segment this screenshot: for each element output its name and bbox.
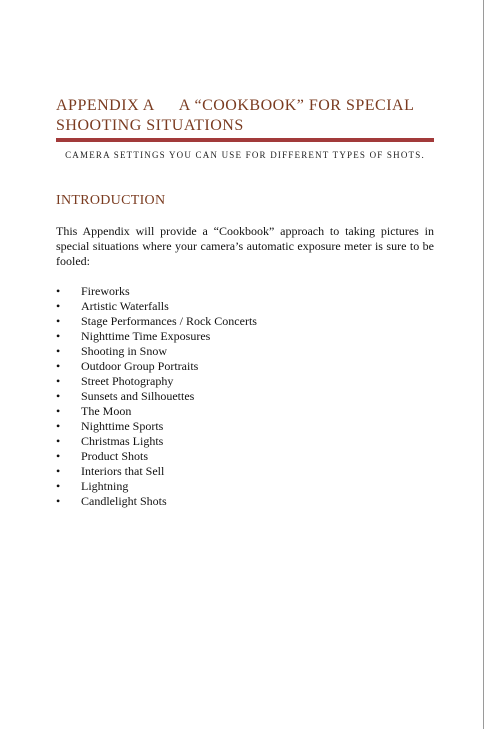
list-item xyxy=(56,284,434,299)
list-item-label: Product Shots xyxy=(81,449,149,463)
bullet-icon: • xyxy=(56,344,61,358)
bullet-icon: • xyxy=(56,329,61,343)
bullet-icon: • xyxy=(56,479,61,493)
list-item xyxy=(56,329,434,344)
chapter-subtitle: CAMERA SETTINGS YOU CAN USE FOR DIFFERENT TYPES OF SHOTS. xyxy=(65,150,425,160)
list-item-label: Interiors that Sell xyxy=(81,464,165,478)
list-item-label: Artistic Waterfalls xyxy=(81,299,169,313)
situation-list xyxy=(56,284,434,509)
list-item-label: Stage Performances / Rock Concerts xyxy=(81,314,257,328)
bullet-icon: • xyxy=(56,389,61,403)
list-item-label: Candlelight Shots xyxy=(81,494,167,508)
list-item xyxy=(56,479,434,494)
list-item xyxy=(56,299,434,314)
list-item xyxy=(56,464,434,479)
bullet-icon: • xyxy=(56,404,61,418)
list-item xyxy=(56,344,434,359)
chapter-title xyxy=(56,96,434,136)
intro-paragraph: This Appendix will provide a “Cookbook” approach to taking pictures in special situations where your camera’s automatic exposure meter is sure to be fooled: xyxy=(56,224,434,268)
list-item xyxy=(56,374,434,389)
bullet-icon: • xyxy=(56,359,61,373)
list-item xyxy=(56,389,434,404)
list-item-label: Shooting in Snow xyxy=(81,344,168,358)
chapter-label: APPENDIX A xyxy=(56,97,155,114)
list-item-label: Outdoor Group Portraits xyxy=(81,359,199,373)
list-item xyxy=(56,494,434,509)
list-item-label: Nighttime Time Exposures xyxy=(81,329,211,343)
bullet-icon: • xyxy=(56,464,61,478)
list-item-label: The Moon xyxy=(81,404,132,418)
list-item-label: Sunsets and Silhouettes xyxy=(81,389,195,403)
bullet-icon: • xyxy=(56,434,61,448)
list-item-label: Nighttime Sports xyxy=(81,419,164,433)
list-item xyxy=(56,434,434,449)
page-edge-line xyxy=(483,0,484,729)
bullet-icon: • xyxy=(56,299,61,313)
bullet-icon: • xyxy=(56,449,61,463)
bullet-icon: • xyxy=(56,284,61,298)
list-item-label: Street Photography xyxy=(81,374,174,388)
list-item xyxy=(56,449,434,464)
title-rule xyxy=(56,138,434,142)
bullet-icon: • xyxy=(56,494,61,508)
list-item-label: Fireworks xyxy=(81,284,130,298)
list-item xyxy=(56,359,434,374)
chapter-title-line1: A “COOKBOOK” FOR SPECIAL xyxy=(178,97,415,114)
list-item-label: Lightning xyxy=(81,479,129,493)
bullet-icon: • xyxy=(56,419,61,433)
list-item xyxy=(56,404,434,419)
bullet-icon: • xyxy=(56,374,61,388)
bullet-icon: • xyxy=(56,314,61,328)
page-content xyxy=(56,96,434,509)
list-item-label: Christmas Lights xyxy=(81,434,164,448)
list-item xyxy=(56,314,434,329)
list-item xyxy=(56,419,434,434)
chapter-title-line2: SHOOTING SITUATIONS xyxy=(56,117,244,134)
section-heading: INTRODUCTION xyxy=(56,193,166,208)
